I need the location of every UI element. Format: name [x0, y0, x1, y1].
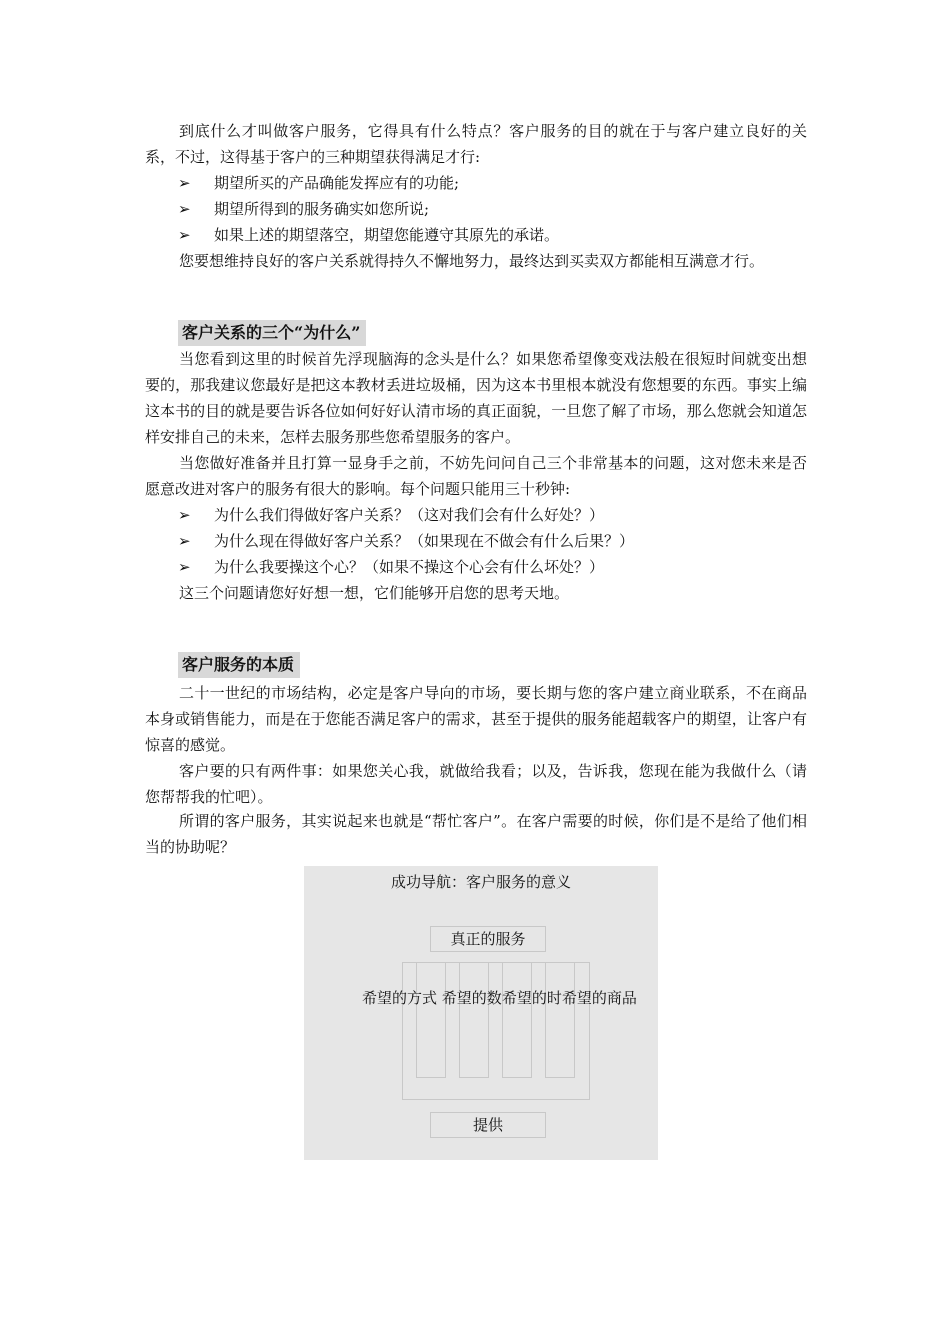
diagram-column-frame: [545, 962, 575, 1078]
bullet-text: 如果上述的期望落空，期望您能遵守其原先的承诺。: [214, 226, 560, 244]
questions-intro-paragraph: 当您做好准备并且打算一显身手之前，不妨先问问自己三个非常基本的问题，这对您未来是否愿意改进对客户的服务有很大的影响。每个问题只能用三十秒钟:: [145, 454, 807, 498]
section-heading-three-whys: 客户关系的三个“为什么”: [178, 320, 366, 346]
bullet-text: 为什么我们得做好客户关系？（这对我们会有什么好处？）: [214, 506, 605, 524]
bullet-arrow-icon: ➢: [178, 174, 191, 192]
expectation-bullet-3: [178, 222, 798, 248]
diagram-top-box: 真正的服务: [430, 926, 546, 952]
diagram-options-row: [362, 988, 658, 1008]
bullet-arrow-icon: ➢: [178, 532, 191, 550]
diagram-column-frame: [459, 962, 489, 1078]
diagram-option-quantity: 希望的数: [441, 989, 502, 1007]
diagram-option-time: 希望的时: [501, 989, 562, 1007]
section-heading-service-essence: 客户服务的本质: [178, 652, 300, 678]
market-structure-paragraph: 二十一世纪的市场结构，必定是客户导向的市场，要长期与您的客户建立商业联系，不在商品本身或销售能力，而是在于您能否满足客户的需求，甚至于提供的服务能超载客户的期望，让客户有惊喜的感觉。: [145, 684, 807, 754]
service-meaning-diagram: [304, 866, 658, 1160]
diagram-option-goods: 希望的商品: [561, 989, 637, 1007]
diagram-column-frame: [502, 962, 532, 1078]
expectation-bullet-2: [178, 196, 798, 222]
relationship-paragraph: 您要想维持良好的客户关系就得持久不懈地努力，最终达到买卖双方都能相互满意才行。: [179, 252, 765, 270]
bullet-text: 为什么现在得做好客户关系？（如果现在不做会有什么后果？）: [214, 532, 635, 550]
bullet-arrow-icon: ➢: [178, 226, 191, 244]
help-customer-paragraph: 所谓的客户服务，其实说起来也就是“帮忙客户”。在客户需要的时候，你们是不是给了他们相当的协助呢？: [145, 812, 807, 856]
bullet-arrow-icon: ➢: [178, 558, 191, 576]
customer-wants-paragraph: 客户要的只有两件事：如果您关心我，就做给我看；以及，告诉我，您现在能为我做什么（请您帮帮我的忙吧）。: [145, 762, 807, 806]
question-bullet-1: [178, 502, 798, 528]
diagram-title: 成功导航：客户服务的意义: [390, 873, 571, 891]
question-bullet-2: [178, 528, 798, 554]
diagram-column-frame: [416, 962, 446, 1078]
intro-paragraph: 到底什么才叫做客户服务，它得具有什么特点？客户服务的目的就在于与客户建立良好的关系，不过，这得基于客户的三种期望获得满足才行:: [145, 122, 807, 166]
bullet-text: 期望所得到的服务确实如您所说;: [214, 200, 430, 218]
expectation-bullet-1: [178, 170, 798, 196]
market-paragraph: 当您看到这里的时候首先浮现脑海的念头是什么？如果您希望像变戏法般在很短时间就变出想要的，那我建议您最好是把这本教材丢进垃圾桶，因为这本书里根本就没有您想要的东西。事实上编这本书的目的就是要告诉各位如何好好认清市场的真正面貌，一旦您了解了市场，那么您就会知道怎样安排自己的未来，怎样去服务那些您希望服务的客户。: [145, 350, 807, 446]
bullet-text: 期望所买的产品确能发挥应有的功能;: [214, 174, 460, 192]
diagram-option-way: 希望的方式: [362, 989, 438, 1007]
bullet-arrow-icon: ➢: [178, 506, 191, 524]
bullet-arrow-icon: ➢: [178, 200, 191, 218]
bullet-text: 为什么我要操这个心？（如果不操这个心会有什么坏处？）: [214, 558, 605, 576]
question-bullet-3: [178, 554, 798, 580]
questions-closing-paragraph: 这三个问题请您好好想一想，它们能够开启您的思考天地。: [179, 584, 570, 602]
diagram-bottom-box: 提供: [430, 1112, 546, 1138]
